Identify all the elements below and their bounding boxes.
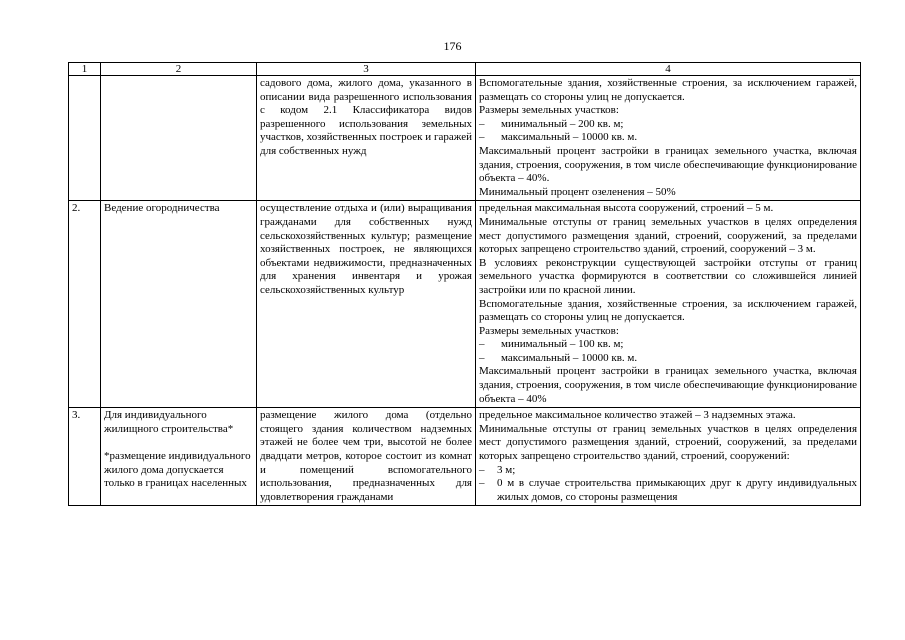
table-row (69, 76, 861, 201)
page-number: 176 (443, 39, 462, 53)
row-number: 2. (69, 201, 101, 408)
param-dash-item: – 3 м; (479, 463, 516, 476)
param-text: Минимальный процент озеленения – 50% (479, 185, 676, 198)
zoning-table (68, 62, 861, 506)
param-dash-item: – максимальный – 10000 кв. м. (479, 351, 638, 364)
header-col-4: 4 (476, 63, 861, 76)
param-dash-item: – минимальный – 200 кв. м; (479, 117, 624, 130)
param-text: Минимальные отступы от границ земельных участков в целях определения мест допустимого размещения зданий, строений, сооружений, за пределами которых запрещено строительство зданий, строений, сооружений – 3 м. (479, 215, 857, 256)
param-dash-item: – максимальный – 10000 кв. м. (479, 131, 638, 144)
param-text: Вспомогательные здания, хозяйственные строения, за исключением гаражей, размещать со стороны улиц не допускается. (479, 297, 857, 324)
param-text: Вспомогательные здания, хозяйственные строения, за исключением гаражей, размещать со стороны улиц не допускается. (479, 77, 857, 103)
row-name (101, 408, 257, 506)
row-description: размещение жилого дома (отдельно стоящего здания количеством надземных этажей не более чем три, высотой не более двадцати метров, которое состоит из комнат и помещений вспомогательного использования, предназначенных для удовлетворения гражданами (257, 408, 476, 506)
param-text: В условиях реконструкции существующей застройки отступы от границ земельного участка формируются в соответствии со сложившейся линией застройки или по красной линии. (479, 256, 857, 296)
param-text: Размеры земельных участков: (479, 104, 619, 117)
table-row (69, 201, 861, 408)
row-name-note: *размещение индивидуального жилого дома допускается только в границах населенных (104, 450, 251, 490)
row-params (476, 76, 861, 201)
header-col-3: 3 (257, 63, 476, 76)
param-text: Максимальный процент застройки в границах земельного участка, включая здания, строения, сооружения, в том числе обеспечивающие функционирование объекта – 40% (479, 365, 857, 405)
row-number: 3. (69, 408, 101, 506)
param-dash-item: – минимальный – 100 кв. м; (479, 338, 624, 351)
header-col-2: 2 (101, 63, 257, 76)
row-name-line: Для индивидуального жилищного строительства* (104, 409, 234, 435)
header-col-1: 1 (69, 63, 101, 76)
row-description: осуществление отдыха и (или) выращивания гражданами для собственных нужд сельскохозяйственных культур; размещение хозяйственных построек, не являющихся объектами недвижимости, предназначенных для хранения инвентаря и урожая сельскохозяйственных культур (257, 201, 476, 408)
param-text: Максимальный процент застройки в границах земельного участка, включая здания, строения, сооружения, в том числе обеспечивающие функционирование объекта – 40%. (479, 144, 857, 185)
row-description: садового дома, жилого дома, указанного в описании вида разрешенного использования с кодом 2.1 Классификатора видов разрешенного использования земельных участков, хозяйственных построек и гаражей для собственных нужд (257, 76, 476, 201)
row-name (101, 76, 257, 201)
param-text: предельная максимальная высота сооружений, строений – 5 м. (479, 202, 774, 215)
param-text: Размеры земельных участков: (479, 324, 619, 337)
row-number (69, 76, 101, 201)
row-name: Ведение огородничества (101, 201, 257, 408)
param-dash-item: – 0 м в случае строительства примыкающих друг к другу индивидуальных жилых домов, со стороны размещения (479, 477, 857, 503)
row-params (476, 201, 861, 408)
param-text: Минимальные отступы от границ земельных участков в целях определения мест допустимого размещения зданий, строений, сооружений, за пределами которых запрещено строительство зданий, строений, сооружений: (479, 422, 857, 463)
param-text: предельное максимальное количество этажей – 3 надземных этажа. (479, 409, 796, 422)
row-params (476, 408, 861, 506)
table-row (69, 408, 861, 506)
table-header-row (69, 63, 861, 76)
